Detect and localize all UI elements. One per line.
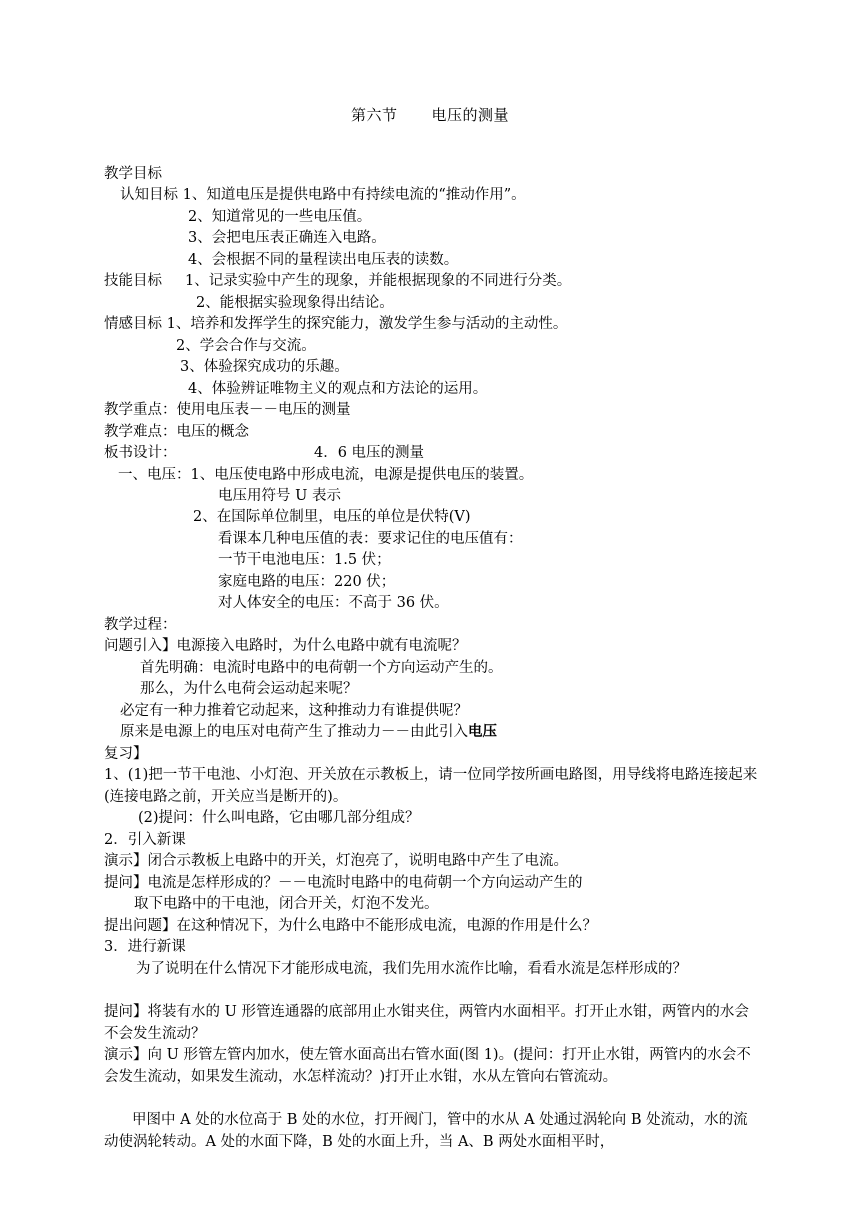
cognitive-goal-1: 认知目标 1、知道电压是提供电路中有持续电流的“推动作用”。: [120, 187, 526, 203]
board-design-title: 4．6 电压的测量: [314, 445, 425, 461]
intro-force: 必定有一种力推着它动起来，这种推动力有谁提供呢？: [120, 703, 468, 719]
review-2: (2)提问：什么叫电路，它由哪几部分组成？: [138, 810, 420, 826]
heading-proceed: 3．进行新课: [104, 939, 186, 955]
page-title: [0, 104, 860, 125]
intro-clarify: 首先明确：电流时电路中的电荷朝一个方向运动产生的。: [140, 660, 503, 676]
teaching-focus: 教学重点：使用电压表－－电压的测量: [104, 402, 351, 418]
board-voltage-2: 2、在国际单位制里，电压的单位是伏特(V): [193, 509, 471, 525]
demo-switch: 演示】闭合示教板上电路中的开关，灯泡亮了，说明电路中产生了电流。: [104, 853, 568, 869]
heading-objectives: 教学目标: [104, 166, 162, 182]
board-battery-voltage: 一节干电池电压：1.5 伏；: [218, 552, 391, 568]
review-1: 1、(1)把一节干电池、小灯泡、开关放在示教板上，请一位同学按所画电路图，用导线将电路连接起来(连接电路之前，开关应当是断开的)。: [104, 767, 758, 805]
board-safe-voltage: 对人体安全的电压：不高于 36 伏。: [218, 595, 449, 611]
section-name: 电压的测量: [431, 106, 510, 124]
water-analogy: 为了说明在什么情况下才能形成电流，我们先用水流作比喻，看看水流是怎样形成的？: [136, 961, 687, 977]
intro-why: 那么，为什么电荷会运动起来呢？: [140, 681, 358, 697]
voltage-keyword: 电压: [468, 723, 497, 740]
heading-new-lesson: 2．引入新课: [104, 832, 186, 848]
question-u-tube: 提问】将装有水的 U 形管连通器的底部用止水钳夹住，两管内水面相平。打开止水钳，两管内的水会不会发生流动？: [104, 1004, 749, 1042]
emotion-goal-1: 情感目标 1、培养和发挥学生的探究能力，激发学生参与活动的主动性。: [104, 316, 568, 332]
question-current: 提问】电流是怎样形成的？－－电流时电路中的电荷朝一个方向运动产生的: [104, 875, 583, 891]
remove-battery: 取下电路中的干电池，闭合开关，灯泡不发光。: [134, 896, 439, 912]
board-home-voltage: 家庭电路的电压：220 伏；: [218, 574, 396, 590]
intro-voltage: 原来是电源上的电压对电荷产生了推动力－－由此引入电压: [120, 723, 497, 740]
cognitive-goal-3: 3、会把电压表正确连入电路。: [188, 230, 386, 246]
heading-process: 教学过程：: [104, 617, 177, 633]
skill-goal-2: 2、能根据实验现象得出结论。: [196, 295, 394, 311]
board-voltage-table: 看课本几种电压值的表：要求记住的电压值有：: [218, 531, 523, 547]
emotion-goal-4: 4、体验辨证唯物主义的观点和方法论的运用。: [188, 381, 488, 397]
section-number: 第六节: [350, 106, 398, 124]
turbine-explanation: 甲图中 A 处的水位高于 B 处的水位，打开阀门，管中的水从 A 处通过涡轮向 B 处流动，水的流动使涡轮转动。A 处的水面下降，B 处的水面上升，当 A、B 两处水面相平时，: [104, 1112, 748, 1150]
heading-review: 复习】: [104, 746, 148, 762]
cognitive-goal-2: 2、知道常见的一些电压值。: [188, 209, 372, 225]
teaching-difficulty: 教学难点：电压的概念: [104, 424, 249, 440]
board-voltage-symbol: 电压用符号 U 表示: [218, 488, 341, 504]
cognitive-goal-4: 4、会根据不同的量程读出电压表的读数。: [188, 252, 459, 268]
demo-u-tube: 演示】向 U 形管左管内加水，使左管水面高出右管水面(图 1)。(提问：打开止水钳，两管内的水会不会发生流动，如果发生流动，水怎样流动？)打开止水钳，水从左管向右管流动。: [104, 1047, 751, 1085]
board-voltage-1: 一、电压：1、电压使电路中形成电流，电源是提供电压的装置。: [118, 467, 534, 483]
raise-question: 提出问题】在这种情况下，为什么电路中不能形成电流，电源的作用是什么？: [104, 918, 597, 934]
emotion-goal-2: 2、学会合作与交流。: [176, 338, 316, 354]
emotion-goal-3: 3、体验探究成功的乐趣。: [180, 359, 349, 375]
skill-goal-1: 技能目标 1、记录实验中产生的现象，并能根据现象的不同进行分类。: [104, 273, 572, 289]
question-intro: 问题引入】电源接入电路时，为什么电路中就有电流呢？: [104, 638, 467, 654]
board-design-label: 板书设计：: [104, 445, 177, 461]
